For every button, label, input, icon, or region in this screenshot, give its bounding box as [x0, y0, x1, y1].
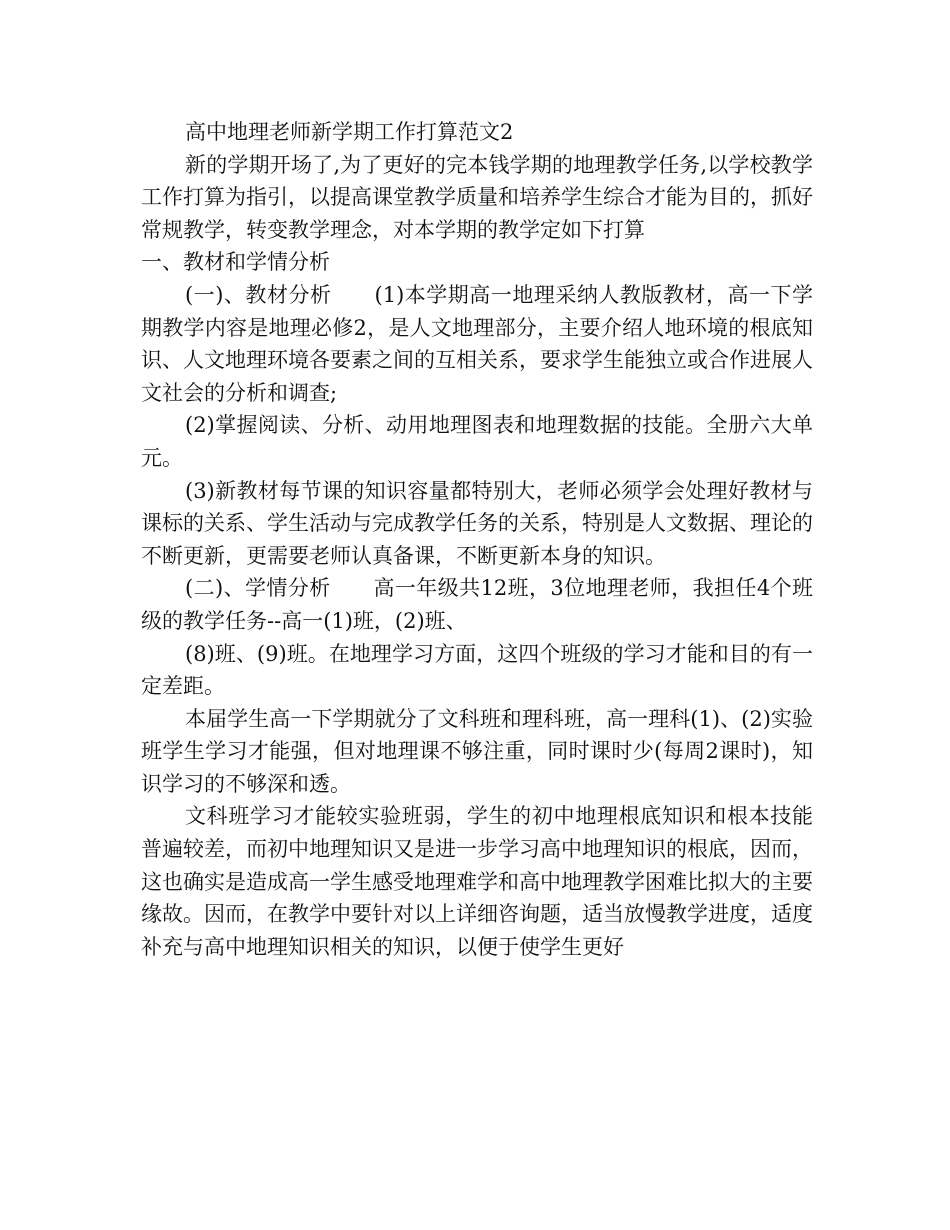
document-title: 高中地理老师新学期工作打算范文2 [185, 120, 514, 144]
paragraph-student-analysis: (二)、学情分析 高一年级共12班，3位地理老师，我担任4个班级的教学任务--高一(1)班，(2)班、 [141, 576, 813, 633]
paragraph-textbook-analysis: (一)、教材分析 (1)本学期高一地理采纳人教版教材，高一下学期教学内容是地理必修2，是人文地理部分，主要介绍人地环境的根底知识、人文地理环境各要素之间的互相关系，要求学生能独立或合作进展人文社会的分析和调查; [141, 282, 813, 405]
paragraph-intro: 新的学期开场了,为了更好的完本钱学期的地理教学任务,以学校教学工作打算为指引，以提高课堂教学质量和培养学生综合才能为目的，抓好常规教学，转变教学理念，对本学期的教学定如下打算 [141, 152, 813, 242]
paragraph-science-classes: 本届学生高一下学期就分了文科班和理科班，高一理科(1)、(2)实验班学生学习才能强，但对地理课不够注重，同时课时少(每周2课时)，知识学习的不够深和透。 [141, 706, 813, 796]
paragraph-new-textbook: (3)新教材每节课的知识容量都特别大，老师必须学会处理好教材与课标的关系、学生活动与完成教学任务的关系，特别是人文数据、理论的不断更新，更需要老师认真备课，不断更新本身的知识。 [141, 478, 813, 568]
document-body [141, 116, 813, 963]
paragraph-arts-classes: 文科班学习才能较实验班弱，学生的初中地理根底知识和根本技能普遍较差，而初中地理知识又是进一步学习高中地理知识的根底，因而，这也确实是造成高一学生感受地理难学和高中地理教学困难比拟大的主要缘故。因而，在教学中要针对以上详细咨询题，适当放慢教学进度，适度补充与高中地理知识相关的知识，以便于使学生更好 [141, 804, 813, 959]
paragraph-skills: (2)掌握阅读、分析、动用地理图表和地理数据的技能。全册六大单元。 [141, 413, 813, 470]
section-heading-1: 一、教材和学情分析 [141, 250, 330, 275]
paragraph-classes: (8)班、(9)班。在地理学习方面，这四个班级的学习才能和目的有一定差距。 [141, 641, 813, 699]
